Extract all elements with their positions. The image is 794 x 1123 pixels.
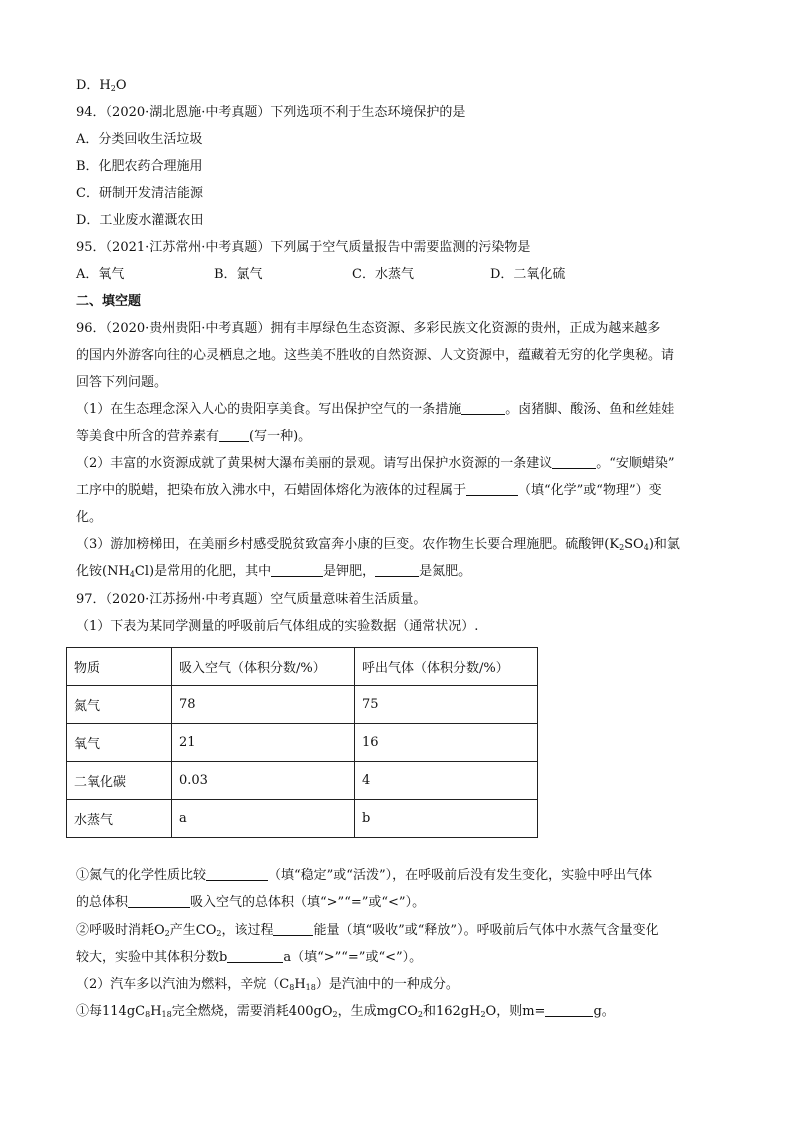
text: ①每114gC [76, 1004, 146, 1019]
text: （填“化学”或“物理”）变 [518, 483, 662, 498]
q96-part1-line2 [76, 427, 311, 447]
text: )和氯 [648, 537, 680, 552]
q97-part2 [76, 975, 459, 998]
answer-blank[interactable] [461, 400, 505, 415]
text: ①氮气的化学性质比较 [76, 868, 207, 883]
subscript: 2 [417, 1010, 423, 1019]
q93-option-d [76, 76, 127, 99]
table-header-row [67, 648, 538, 686]
q96-part2-line3: 化。 [76, 510, 103, 525]
answer-blank[interactable] [545, 1002, 593, 1017]
subscript: 2 [110, 84, 116, 93]
text: a（填“>”“=”或“<”）。 [283, 950, 423, 965]
text: g。 [593, 1004, 615, 1019]
text: ②呼吸时消耗O [76, 923, 165, 938]
subscript: 2 [619, 543, 625, 552]
q96-part3-line1 [76, 535, 680, 558]
text: 完全燃烧，需要消耗400gO [171, 1004, 333, 1019]
answer-blank[interactable] [375, 562, 419, 577]
table-cell: b [355, 800, 538, 838]
q94-option-b: B．化肥农药合理施用 [76, 159, 203, 174]
text: ，该过程 [221, 923, 274, 938]
q95-option-a: A．氧气 [76, 267, 125, 282]
text: （1）在生态理念深入人心的贵阳享美食。写出保护空气的一条措施 [76, 402, 462, 417]
q94-stem: 94．（2020·湖北恩施·中考真题）下列选项不利于生态环境保护的是 [76, 105, 466, 120]
q96-part2-line2 [76, 481, 662, 501]
table-row [67, 762, 538, 800]
section-title: 二、填空题 [76, 294, 142, 309]
answer-blank[interactable] [219, 427, 249, 442]
text: ）是汽油中的一种成分。 [315, 977, 459, 992]
table-cell: 氮气 [67, 686, 172, 724]
answer-blank[interactable] [466, 481, 518, 496]
q97-stem: 97．（2020·江苏扬州·中考真题）空气质量意味着生活质量。 [76, 592, 427, 607]
text: （2）丰富的水资源成就了黄果树大瀑布美丽的景观。请写出保护水资源的一条建议 [76, 456, 553, 471]
text: 和162gH [422, 1004, 481, 1019]
q94-option-d: D．工业废水灌溉农田 [76, 213, 204, 228]
q96-part1-line1 [76, 400, 674, 420]
table-cell: 0.03 [172, 762, 355, 800]
text: 的总体积 [76, 895, 129, 910]
text: 。卤猪脚、酸汤、鱼和丝娃娃 [505, 402, 675, 417]
q96-stem-line2: 的国内外游客向往的心灵栖息之地。这些美不胜收的自然资源、人文资源中，蕴藏着无穷的化学奥秘。请 [76, 348, 675, 363]
subscript: 2 [332, 1010, 338, 1019]
q96-part2-line1 [76, 454, 675, 474]
table-cell: 21 [172, 724, 355, 762]
answer-blank[interactable] [552, 454, 596, 469]
text: 较大，实验中其体积分数b [76, 950, 228, 965]
table-row [67, 724, 538, 762]
subscript: 18 [305, 983, 316, 992]
q95-option-c: C．水蒸气 [352, 267, 414, 282]
text: SO [624, 537, 644, 552]
table-header: 物质 [67, 648, 172, 686]
q95-options [76, 265, 565, 285]
q95-option-d: D．二氧化硫 [490, 267, 566, 282]
q97-sub1-line1 [76, 866, 652, 886]
q93-option-d-text-end: O [115, 78, 127, 93]
table-cell: 16 [355, 724, 538, 762]
subscript: 2 [164, 929, 170, 938]
q96-part3-line2 [76, 562, 471, 585]
q94-option-c: C．研制开发清洁能源 [76, 186, 203, 201]
text: (写一种)。 [249, 429, 312, 444]
text: 化铵(NH [76, 564, 130, 579]
text: 能量（填“吸收”或“释放”）。呼吸前后气体中水蒸气含量变化 [313, 923, 659, 938]
q93-option-d-text: D．H [76, 78, 111, 93]
answer-blank[interactable] [271, 562, 323, 577]
q95-stem: 95．（2021·江苏常州·中考真题）下列属于空气质量报告中需要监测的污染物是 [76, 240, 531, 255]
text: ，生成mgCO [337, 1004, 418, 1019]
table-cell: 78 [172, 686, 355, 724]
answer-blank[interactable] [273, 921, 313, 936]
data-table [66, 647, 538, 838]
q97-sub1-line2 [76, 893, 425, 913]
subscript: 2 [216, 929, 222, 938]
text: 是氮肥。 [419, 564, 472, 579]
table-cell: 氧气 [67, 724, 172, 762]
text: 工序中的脱蜡，把染布放入沸水中，石蜡固体熔化为液体的过程属于 [76, 483, 467, 498]
q97-sub2-line1 [76, 921, 659, 944]
text: 是钾肥， [323, 564, 376, 579]
text: H [294, 977, 306, 992]
answer-blank[interactable] [128, 893, 190, 908]
subscript: 4 [129, 570, 135, 579]
q97-sub3 [76, 1002, 615, 1025]
text: （填“稳定”或“活泼”），在呼吸前后没有发生变化，实验中呼出气体 [268, 868, 653, 883]
q96-stem-line3: 回答下列问题。 [76, 375, 168, 390]
table-cell: 4 [355, 762, 538, 800]
q95-option-b: B．氯气 [214, 267, 263, 282]
table-cell: a [172, 800, 355, 838]
q97-sub2-line2 [76, 948, 422, 968]
table-header: 吸入空气（体积分数/%） [172, 648, 355, 686]
text: 。“安顺蜡染” [596, 456, 675, 471]
subscript: 8 [145, 1010, 151, 1019]
subscript: 18 [161, 1010, 172, 1019]
table-row [67, 800, 538, 838]
answer-blank[interactable] [206, 866, 268, 881]
table-row [67, 686, 538, 724]
text: （2）汽车多以汽油为燃料，辛烷（C [76, 977, 290, 992]
q96-stem-line1: 96．（2020·贵州贵阳·中考真题）拥有丰厚绿色生态资源、多彩民族文化资源的贵州，正成为越来越多 [76, 321, 661, 336]
subscript: 8 [289, 983, 295, 992]
text: O，则m= [485, 1004, 546, 1019]
subscript: 2 [480, 1010, 486, 1019]
table-cell: 二氧化碳 [67, 762, 172, 800]
text: H [150, 1004, 162, 1019]
table-cell: 水蒸气 [67, 800, 172, 838]
text: （3）游加榜梯田，在美丽乡村感受脱贫致富奔小康的巨变。农作物生长要合理施肥。硫酸钾(K [76, 537, 620, 552]
q94-option-a: A．分类回收生活垃圾 [76, 132, 203, 147]
q97-part1: （1）下表为某同学测量的呼吸前后气体组成的实验数据（通常状况）. [76, 619, 479, 634]
text: 等美食中所含的营养素有 [76, 429, 220, 444]
text: 吸入空气的总体积（填“>”“=”或“<”）。 [190, 895, 426, 910]
text: 产生CO [169, 923, 217, 938]
answer-blank[interactable] [227, 948, 283, 963]
subscript: 4 [643, 543, 649, 552]
table-header: 呼出气体（体积分数/%） [355, 648, 538, 686]
text: Cl)是常用的化肥，其中 [134, 564, 272, 579]
table-cell: 75 [355, 686, 538, 724]
